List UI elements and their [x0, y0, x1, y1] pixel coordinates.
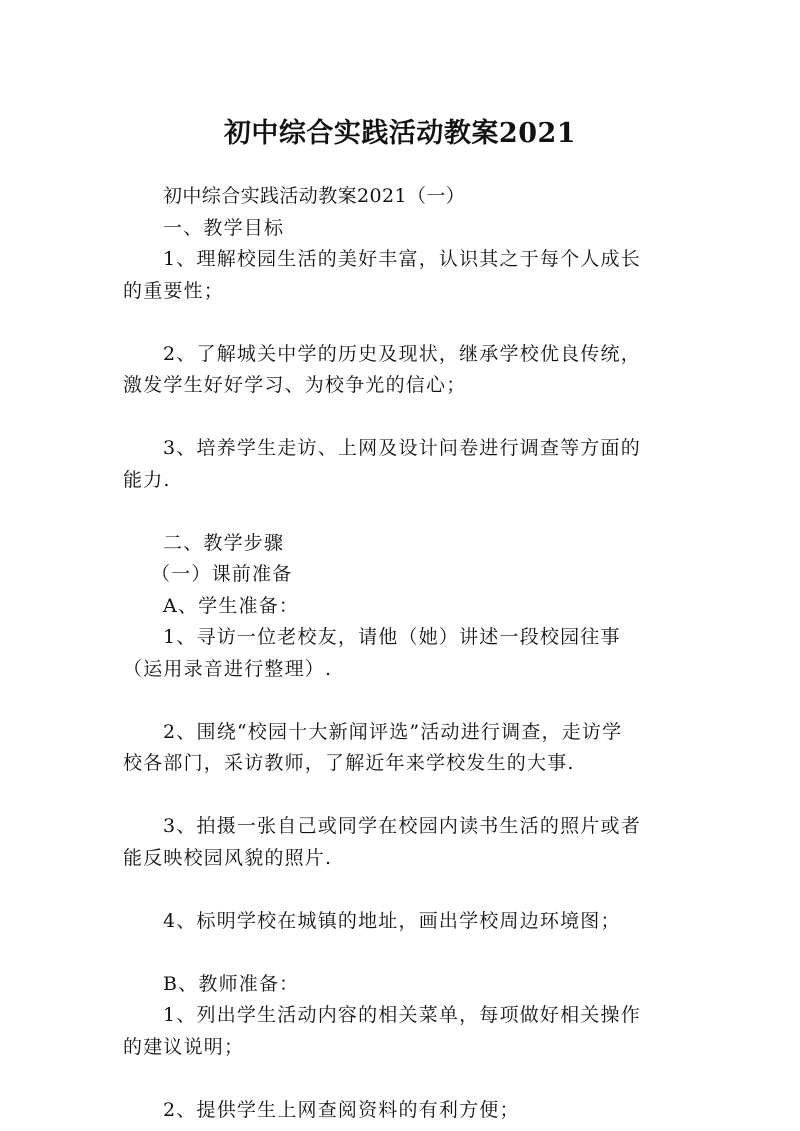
document-body	[123, 181, 683, 1126]
paragraph-line: 1、理解校园生活的美好丰富，认识其之于每个人成长	[163, 248, 641, 270]
blank-line	[123, 685, 683, 717]
blank-line	[123, 780, 683, 812]
paragraph-line: 能力.	[123, 468, 171, 491]
paragraph-line: 3、培养学生走访、上网及设计问卷进行调查等方面的	[163, 437, 641, 459]
paragraph-line: 2、了解城关中学的历史及现状，继承学校优良传统，	[163, 342, 641, 365]
blank-line	[123, 1063, 683, 1095]
paragraph-line: 激发学生好好学习、为校争光的信心；	[123, 374, 467, 396]
subsection-heading-students: A、学生准备：	[163, 594, 300, 617]
blank-line	[123, 496, 683, 528]
paragraph-line: 4、标明学校在城镇的地址，画出学校周边环境图；	[163, 909, 621, 932]
subsection-heading-teachers: B、教师准备：	[163, 972, 300, 995]
paragraph-line: 2、围绕“校园十大新闻评选”活动进行调查，走访学	[163, 720, 623, 743]
section-heading-objectives: 一、教学目标	[163, 216, 285, 239]
paragraph-line: 2、提供学生上网查阅资料的有利方便；	[163, 1098, 520, 1121]
blank-line	[123, 402, 683, 434]
paragraph-line: 校各部门，采访教师，了解近年来学校发生的大事.	[123, 752, 575, 774]
paragraph-line: 1、寻访一位老校友，请他（她）讲述一段校园往事	[163, 626, 621, 648]
blank-line	[123, 937, 683, 969]
blank-line	[123, 307, 683, 339]
section-heading-steps: 二、教学步骤	[163, 531, 285, 554]
document-subtitle: 初中综合实践活动教案2021（一）	[163, 185, 466, 207]
blank-line	[123, 874, 683, 906]
subsection-heading-preparation: （一）课前准备	[151, 563, 293, 585]
paragraph-line: 1、列出学生活动内容的相关菜单，每项做好相关操作	[163, 1004, 641, 1026]
paragraph-line: 的建议说明；	[123, 1035, 245, 1058]
paragraph-line: 3、拍摄一张自己或同学在校园内读书生活的照片或者	[163, 815, 641, 837]
paragraph-line: （运用录音进行整理）.	[123, 657, 333, 680]
document-title: 初中综合实践活动教案2021	[223, 118, 577, 149]
paragraph-line: 能反映校园风貌的照片.	[123, 846, 333, 869]
paragraph-line: 的重要性；	[123, 279, 225, 302]
